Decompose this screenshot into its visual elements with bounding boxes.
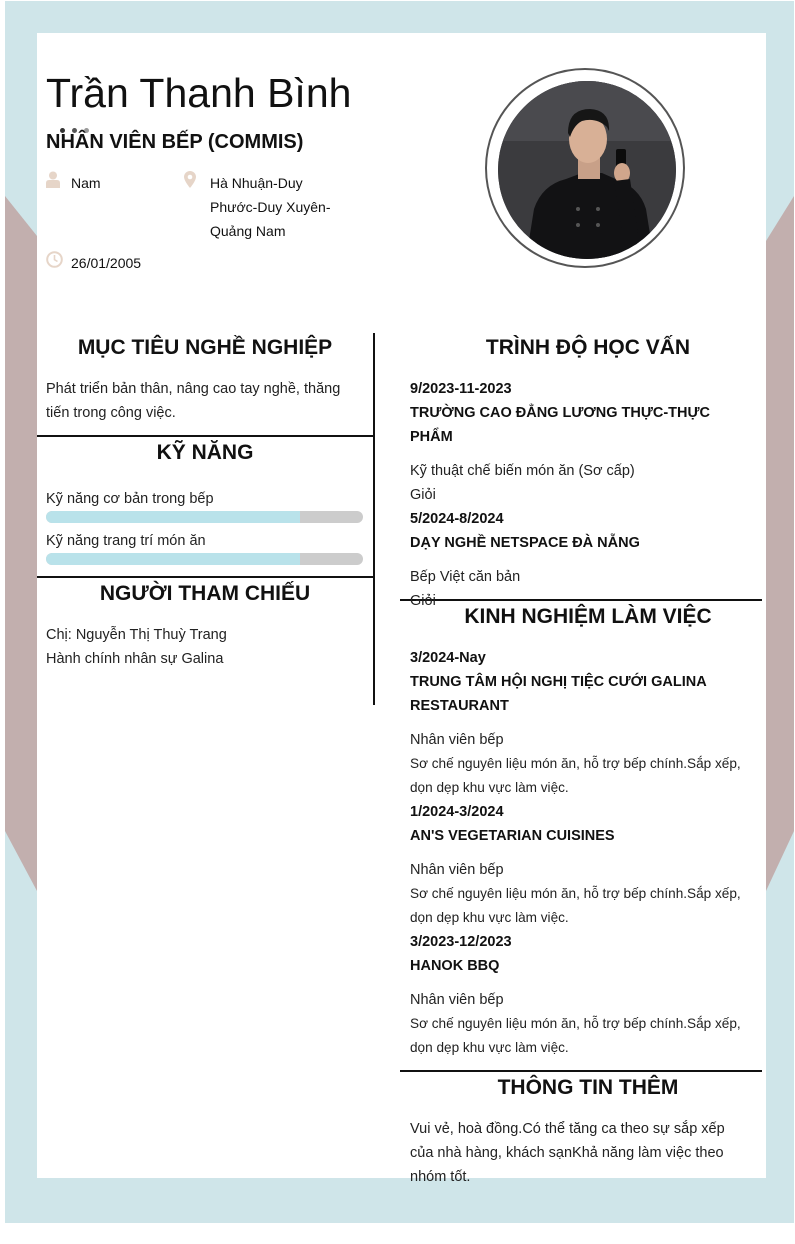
experience-desc-line: Sơ chế nguyên liệu món ăn, hỗ trợ bếp chính.Sắp xếp, — [410, 756, 741, 771]
section-divider — [37, 435, 374, 437]
objective-line: Phát triển bản thân, nâng cao tay nghề, thăng — [46, 381, 341, 397]
education-grade: Giỏi — [410, 593, 436, 609]
avatar-photo — [498, 81, 676, 259]
reference-line: Chị: Nguyễn Thị Thuỳ Trang — [46, 627, 227, 643]
experience-desc — [410, 882, 753, 930]
address-line: Phước-Duy Xuyên- — [210, 199, 331, 215]
experience-company: TRUNG TÂM HỘI NGHỊ TIỆC CƯỚI GALINA — [410, 674, 707, 690]
section-divider — [400, 1070, 762, 1072]
extra-heading: THÔNG TIN THÊM — [497, 1076, 679, 1099]
objective-heading: MỤC TIÊU NGHỀ NGHIỆP — [77, 336, 333, 359]
education-school: TRƯỜNG CAO ĐẲNG LƯƠNG THỰC-THỰC PHẨM — [410, 405, 710, 445]
skill-label: Kỹ năng trang trí món ăn — [46, 533, 206, 549]
experience-period: 3/2023-12/2023 — [410, 934, 512, 950]
education-grade: Giỏi — [410, 487, 436, 503]
references-text — [46, 623, 227, 671]
reference-line: Hành chính nhân sự Galina — [46, 651, 224, 667]
map-pin-icon — [184, 171, 196, 188]
experience-period: 3/2024-Nay — [410, 650, 486, 666]
skill-bar-fill — [46, 511, 300, 523]
candidate-name: Trần Thanh Bình — [46, 70, 352, 116]
education-major: Bếp Việt căn bản — [410, 569, 521, 585]
experience-desc-line: Sơ chế nguyên liệu món ăn, hỗ trợ bếp chính.Sắp xếp, — [410, 886, 741, 901]
experience-desc — [410, 752, 753, 800]
skill-bar-fill — [46, 553, 300, 565]
education-period: 9/2023-11-2023 — [410, 381, 512, 397]
education-major: Kỹ thuật chế biến món ăn (Sơ cấp) — [410, 463, 635, 479]
objective-line: tiến trong công việc. — [46, 405, 176, 421]
extra-line: nhóm tốt. — [410, 1169, 471, 1185]
skill-label: Kỹ năng cơ bản trong bếp — [46, 491, 214, 507]
experience-desc-line: dọn dẹp khu vực làm việc. — [410, 1040, 569, 1055]
experience-company: HANOK BBQ — [410, 958, 500, 974]
references-heading: NGƯỜI THAM CHIẾU — [99, 582, 311, 605]
column-divider — [373, 333, 375, 705]
address-line: Quảng Nam — [210, 223, 286, 239]
section-divider — [37, 576, 374, 578]
clock-icon — [46, 251, 63, 268]
address-line: Hà Nhuận-Duy — [210, 175, 303, 191]
gender-value: Nam — [71, 175, 101, 191]
job-title: NHÂN VIÊN BẾP (COMMIS) — [46, 131, 304, 153]
education-period: 5/2024-8/2024 — [410, 511, 504, 527]
experience-list — [410, 646, 753, 1060]
birthday-value: 26/01/2005 — [71, 255, 142, 271]
experience-desc-line: dọn dẹp khu vực làm việc. — [410, 780, 569, 795]
experience-desc-line: Sơ chế nguyên liệu món ăn, hỗ trợ bếp chính.Sắp xếp, — [410, 1016, 741, 1031]
avatar — [498, 81, 676, 259]
extra-line: Vui vẻ, hoà đồng.Có thể tăng ca theo sự sắp xếp — [410, 1121, 725, 1137]
user-icon — [46, 171, 60, 188]
objective-text — [46, 377, 363, 425]
education-school: DẠY NGHỀ NETSPACE ĐÀ NẴNG — [410, 535, 640, 551]
skill-bar — [46, 511, 363, 523]
address-value — [210, 171, 330, 243]
education-heading: TRÌNH ĐỘ HỌC VẤN — [485, 336, 691, 359]
extra-text — [410, 1117, 753, 1189]
education-list — [410, 377, 753, 613]
experience-desc-line: dọn dẹp khu vực làm việc. — [410, 910, 569, 925]
experience-company: AN'S VEGETARIAN CUISINES — [410, 828, 615, 844]
extra-line: của nhà hàng, khách sạnKhả năng làm việc theo — [410, 1145, 724, 1161]
experience-role: Nhân viên bếp — [410, 992, 504, 1008]
skills-heading: KỸ NĂNG — [156, 441, 254, 464]
experience-company: RESTAURANT — [410, 698, 509, 714]
skill-bar — [46, 553, 363, 565]
experience-role: Nhân viên bếp — [410, 732, 504, 748]
experience-role: Nhân viên bếp — [410, 862, 504, 878]
experience-heading: KINH NGHIỆM LÀM VIỆC — [464, 605, 712, 628]
experience-period: 1/2024-3/2024 — [410, 804, 504, 820]
experience-desc — [410, 1012, 753, 1060]
